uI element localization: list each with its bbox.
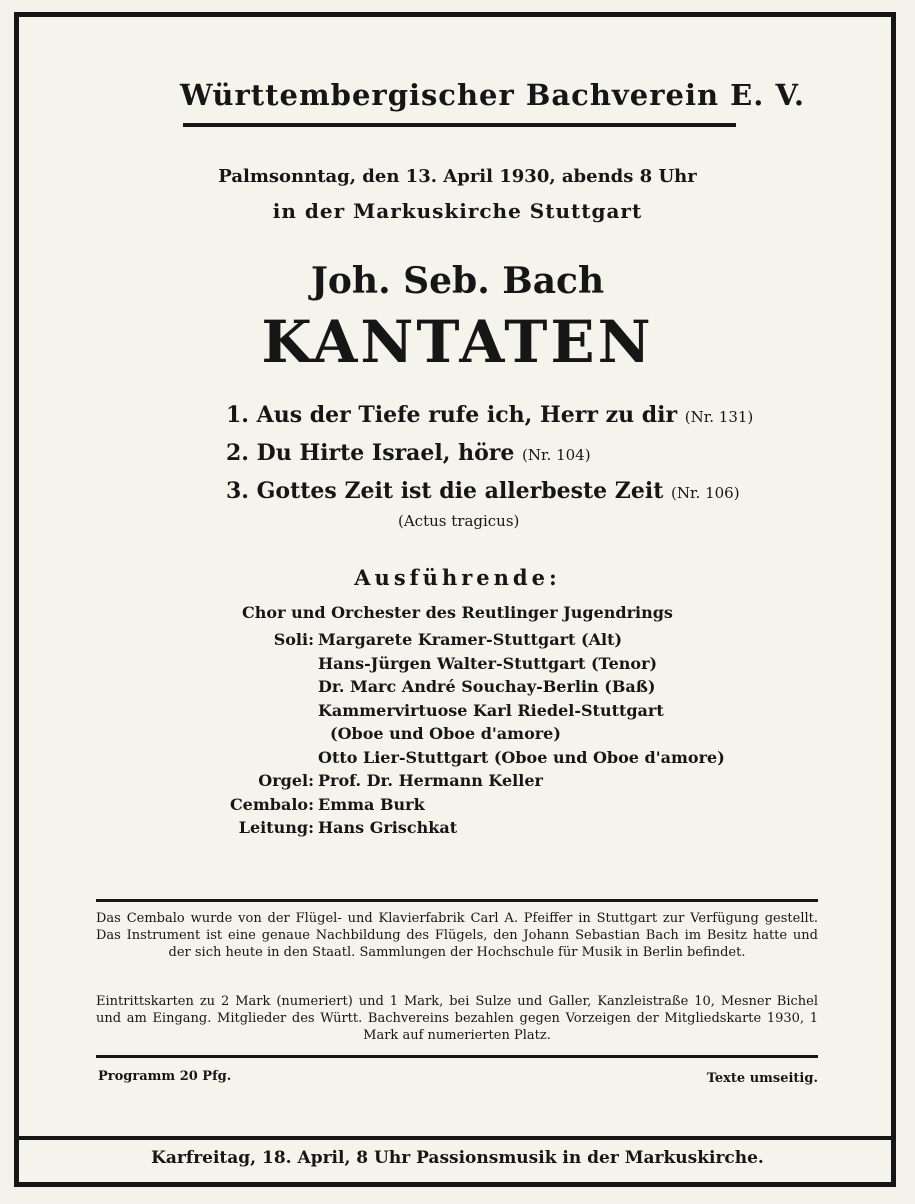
roster-row: [200, 628, 820, 652]
event-date: Palmsonntag, den 13. April 1930, abends 8 Uhr: [218, 166, 697, 187]
roster-name: Emma Burk: [318, 794, 425, 814]
notes-rule-top: [96, 899, 818, 902]
roster-role: [200, 746, 318, 770]
work-title: 3. Gottes Zeit ist die allerbeste Zeit: [226, 478, 664, 504]
performers-heading: Ausführende:: [354, 565, 561, 590]
roster-row: [200, 816, 820, 840]
work-number: (Nr. 104): [522, 446, 591, 464]
program-price: Programm 20 Pfg.: [98, 1069, 232, 1084]
notes-rule-bottom: [96, 1055, 818, 1058]
footer-rule: [19, 1136, 891, 1140]
roster-name: (Oboe und Oboe d'amore): [330, 724, 561, 743]
roster-role: Soli:: [273, 630, 314, 649]
roster-row: [200, 769, 820, 793]
choir-orchestra: Chor und Orchester des Reutlinger Jugendrings: [242, 603, 673, 622]
event-venue: in der Markuskirche Stuttgart: [272, 199, 643, 223]
roster-name: Prof. Dr. Hermann Keller: [318, 771, 543, 790]
header-rule: [183, 123, 736, 127]
cembalo-note: Das Cembalo wurde von der Flügel- und Klavierfabrik Carl A. Pfeiffer in Stuttgart zur Verfügung gestellt. Das Instrument ist eine genaue Nachbildung des Flügels, den Johann Sebastian Bach im Besitz hatte und der sich heute in den Staatl. Sammlungen der Hochschule für Musik in Berlin befindet.: [96, 911, 818, 960]
footer-announcement: Karfreitag, 18. April, 8 Uhr Passionsmusik in der Markuskirche.: [151, 1148, 764, 1168]
work-title: 2. Du Hirte Israel, höre: [226, 440, 515, 466]
roster-name: Hans Grischkat: [318, 818, 458, 837]
work-number: (Nr. 131): [684, 408, 754, 426]
work-number: (Nr. 106): [671, 484, 740, 502]
work-item: [226, 402, 846, 428]
roster-role: Orgel:: [258, 771, 314, 790]
roster-role: [200, 652, 318, 676]
roster-role: [200, 675, 318, 699]
roster-row: [200, 652, 820, 676]
roster-role: [200, 722, 318, 746]
roster-name: Otto Lier-Stuttgart (Oboe und Oboe d'amore): [318, 747, 725, 767]
roster-role: Cembalo:: [229, 794, 314, 814]
tickets-note: Eintrittskarten zu 2 Mark (numeriert) und 1 Mark, bei Sulze und Galler, Kanzleistraße 10, Mesner Bichel und am Eingang. Mitglieder des Württ. Bachvereins bezahlen gegen Vorzeigen der Mitgliedskarte 1930, 1 Mark auf numerierten Platz.: [96, 994, 818, 1043]
program-genre: KANTATEN: [261, 308, 654, 376]
works-list: [226, 402, 846, 516]
roster-role: Leitung:: [238, 818, 314, 837]
work-item: [226, 440, 846, 466]
work-subtitle: (Actus tragicus): [398, 512, 520, 530]
roster-row: [200, 722, 820, 746]
roster-row: [200, 675, 820, 699]
roster-role: [200, 699, 318, 723]
society-name: Württembergischer Bachverein E. V.: [180, 78, 805, 112]
performers-roster: [200, 628, 820, 840]
work-item: [226, 478, 846, 504]
roster-row: [200, 699, 820, 723]
roster-name: Hans-Jürgen Walter-Stuttgart (Tenor): [318, 653, 658, 673]
roster-row: [200, 793, 820, 817]
composer-name: Joh. Seb. Bach: [310, 260, 605, 302]
work-title: 1. Aus der Tiefe rufe ich, Herr zu dir: [226, 402, 678, 428]
texts-note: Texte umseitig.: [706, 1071, 818, 1086]
roster-row: [200, 746, 820, 770]
roster-name: Dr. Marc André Souchay-Berlin (Baß): [318, 677, 656, 696]
roster-name: Margarete Kramer-Stuttgart (Alt): [318, 630, 623, 649]
roster-name: Kammervirtuose Karl Riedel-Stuttgart: [318, 700, 664, 720]
